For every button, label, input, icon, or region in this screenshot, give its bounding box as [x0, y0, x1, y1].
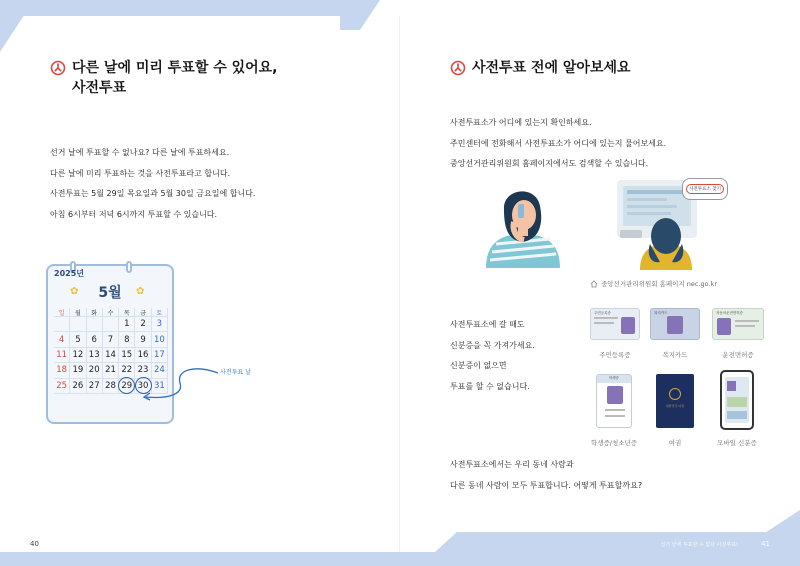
calendar-day: 21	[103, 363, 119, 378]
calendar-day: 28	[103, 379, 119, 394]
home-icon	[590, 280, 598, 288]
day-highlight-circle	[118, 377, 135, 394]
calendar-day: 4	[54, 332, 70, 347]
id-label: 여권	[668, 439, 682, 447]
passport	[656, 374, 694, 428]
calendar-day	[87, 317, 103, 332]
calendar-month: 5월	[98, 285, 122, 301]
page-gutter	[399, 16, 400, 552]
calendar-day: 26	[70, 379, 86, 394]
calendar-day: 13	[87, 348, 103, 363]
right-heading	[450, 58, 631, 78]
calendar-day: 29	[119, 379, 135, 394]
id-paragraph: 사전투표소에 갈 때도	[450, 320, 525, 329]
vote-stamp-icon	[450, 60, 466, 76]
left-paragraph: 선거 날에 투표할 수 없나요? 다른 날에 투표하세요.	[50, 148, 230, 157]
calendar-day: 11	[54, 348, 70, 363]
mobile-id-phone	[720, 370, 754, 430]
left-paragraph: 아침 6시부터 저녁 6시까지 투표할 수 있습니다.	[50, 209, 218, 219]
search-bubble	[682, 178, 728, 200]
card-title: 복지카드	[654, 311, 668, 315]
website-caption-text: 중앙선거관리위원회 홈페이지 nec.go.kr	[601, 280, 718, 288]
calendar-day: 19	[70, 363, 86, 378]
card-photo	[667, 316, 683, 334]
calendar-weekday: 금	[135, 308, 151, 317]
calendar-day: 2	[135, 317, 151, 332]
calendar-day: 16	[135, 348, 151, 363]
find-polling-button: 사전투표소 찾기	[686, 184, 724, 194]
right-paragraphs	[450, 118, 666, 180]
bottom-right-corner	[760, 510, 800, 536]
card-title: 대한민국 여권	[665, 404, 685, 408]
calendar-day	[70, 317, 86, 332]
id-label: 운전면허증	[722, 351, 754, 359]
annotation-arrow	[136, 365, 220, 405]
left-heading-line1: 다른 날에 미리 투표할 수 있어요,	[72, 60, 278, 76]
bottom-frame-band	[0, 552, 800, 566]
calendar-weekday: 월	[70, 308, 86, 317]
phone-icon	[518, 204, 524, 218]
calendar-day: 24	[152, 363, 168, 378]
calendar-day: 12	[70, 348, 86, 363]
top-frame-cut	[360, 0, 800, 16]
calendar-day: 8	[119, 332, 135, 347]
right-paragraph: 주민센터에 전화해서 사전투표소가 어디에 있는지 물어보세요.	[450, 138, 667, 148]
calendar-day: 17	[152, 348, 168, 363]
calendar-day: 6	[87, 332, 103, 347]
right-paragraph: 사전투표소가 어디에 있는지 확인하세요.	[450, 118, 592, 127]
card-title: 학생증	[608, 376, 620, 380]
mobile-id-screen	[725, 377, 749, 423]
calendar-day: 31	[152, 379, 168, 394]
right-heading-text: 사전투표 전에 알아보세요	[472, 60, 631, 76]
vote-stamp-icon	[50, 60, 66, 76]
calendar-day: 30	[135, 379, 151, 394]
calendar-day: 1	[119, 317, 135, 332]
calendar-day: 18	[54, 363, 70, 378]
website-caption	[590, 279, 717, 288]
calendar-day	[54, 317, 70, 332]
student-card	[596, 374, 632, 428]
left-heading	[50, 58, 278, 98]
left-paragraph: 사전투표는 5월 29일 목요일과 5월 30일 금요일에 합니다.	[50, 189, 256, 198]
running-footer: 선거 날에 투표할 수 없다 사전투표!	[660, 542, 738, 548]
calendar-annotation: 사전투표 날	[220, 369, 251, 376]
calendar-day: 22	[119, 363, 135, 378]
left-heading-line2: 사전투표	[72, 80, 127, 96]
passport-emblem	[669, 388, 681, 400]
resident-card	[590, 308, 640, 340]
calendar-ring	[126, 261, 132, 273]
calendar-day: 7	[103, 332, 119, 347]
calendar-day: 20	[87, 363, 103, 378]
calendar-day	[103, 317, 119, 332]
calendar-day: 27	[87, 379, 103, 394]
calendar-day: 9	[135, 332, 151, 347]
calendar-day: 5	[70, 332, 86, 347]
page-number-right: 41	[761, 540, 770, 548]
calendar-day: 15	[119, 348, 135, 363]
person-back-illustration	[620, 206, 710, 270]
calendar-weekday: 일	[54, 308, 70, 317]
flower-icon: ✿	[70, 286, 79, 297]
calendar-weekday: 화	[87, 308, 103, 317]
woman-phone-illustration	[478, 182, 568, 268]
calendar-day: 25	[54, 379, 70, 394]
calendar-day: 3	[152, 317, 168, 332]
calendar-weekday: 토	[152, 308, 168, 317]
id-label: 주민등록증	[599, 351, 631, 359]
left-paragraphs	[50, 148, 255, 230]
closing-paragraph: 사전투표소에서는 우리 동네 사람과	[450, 460, 574, 469]
id-paragraph: 신분증이 없으면	[450, 361, 507, 370]
id-paragraph: 투표를 할 수 없습니다.	[450, 381, 530, 391]
id-label: 복지카드	[662, 351, 688, 359]
card-title: 주민등록증	[594, 311, 611, 315]
closing-paragraph: 다른 동네 사람이 모두 투표합니다. 어떻게 투표할까요?	[450, 480, 643, 490]
id-paragraphs	[450, 320, 535, 402]
id-label: 모바일 신분증	[717, 439, 757, 447]
calendar-day: 10	[152, 332, 168, 347]
id-label: 학생증/청소년증	[590, 439, 638, 447]
card-photo	[607, 386, 623, 404]
calendar-day: 14	[103, 348, 119, 363]
card-title: 자동차운전면허증	[716, 311, 744, 315]
welfare-card	[650, 308, 700, 340]
right-paragraph: 중앙선거관리위원회 홈페이지에서도 검색할 수 있습니다.	[450, 159, 649, 168]
drivers-license	[712, 308, 764, 340]
bottom-right-wedge	[435, 532, 800, 552]
card-photo	[717, 318, 731, 335]
calendar-year: 2025년	[54, 269, 84, 278]
id-paragraph: 신분증을 꼭 가져가세요.	[450, 340, 535, 350]
left-paragraph: 다른 날에 미리 투표하는 것을 사전투표라고 합니다.	[50, 168, 231, 178]
calendar-day: 23	[135, 363, 151, 378]
calendar-weekday: 수	[103, 308, 119, 317]
closing-paragraphs	[450, 460, 642, 501]
page-number-left: 40	[30, 540, 39, 548]
card-photo	[621, 317, 635, 334]
frame-corner-left	[0, 0, 34, 52]
flower-icon: ✿	[136, 286, 145, 297]
calendar-weekday: 목	[119, 308, 135, 317]
